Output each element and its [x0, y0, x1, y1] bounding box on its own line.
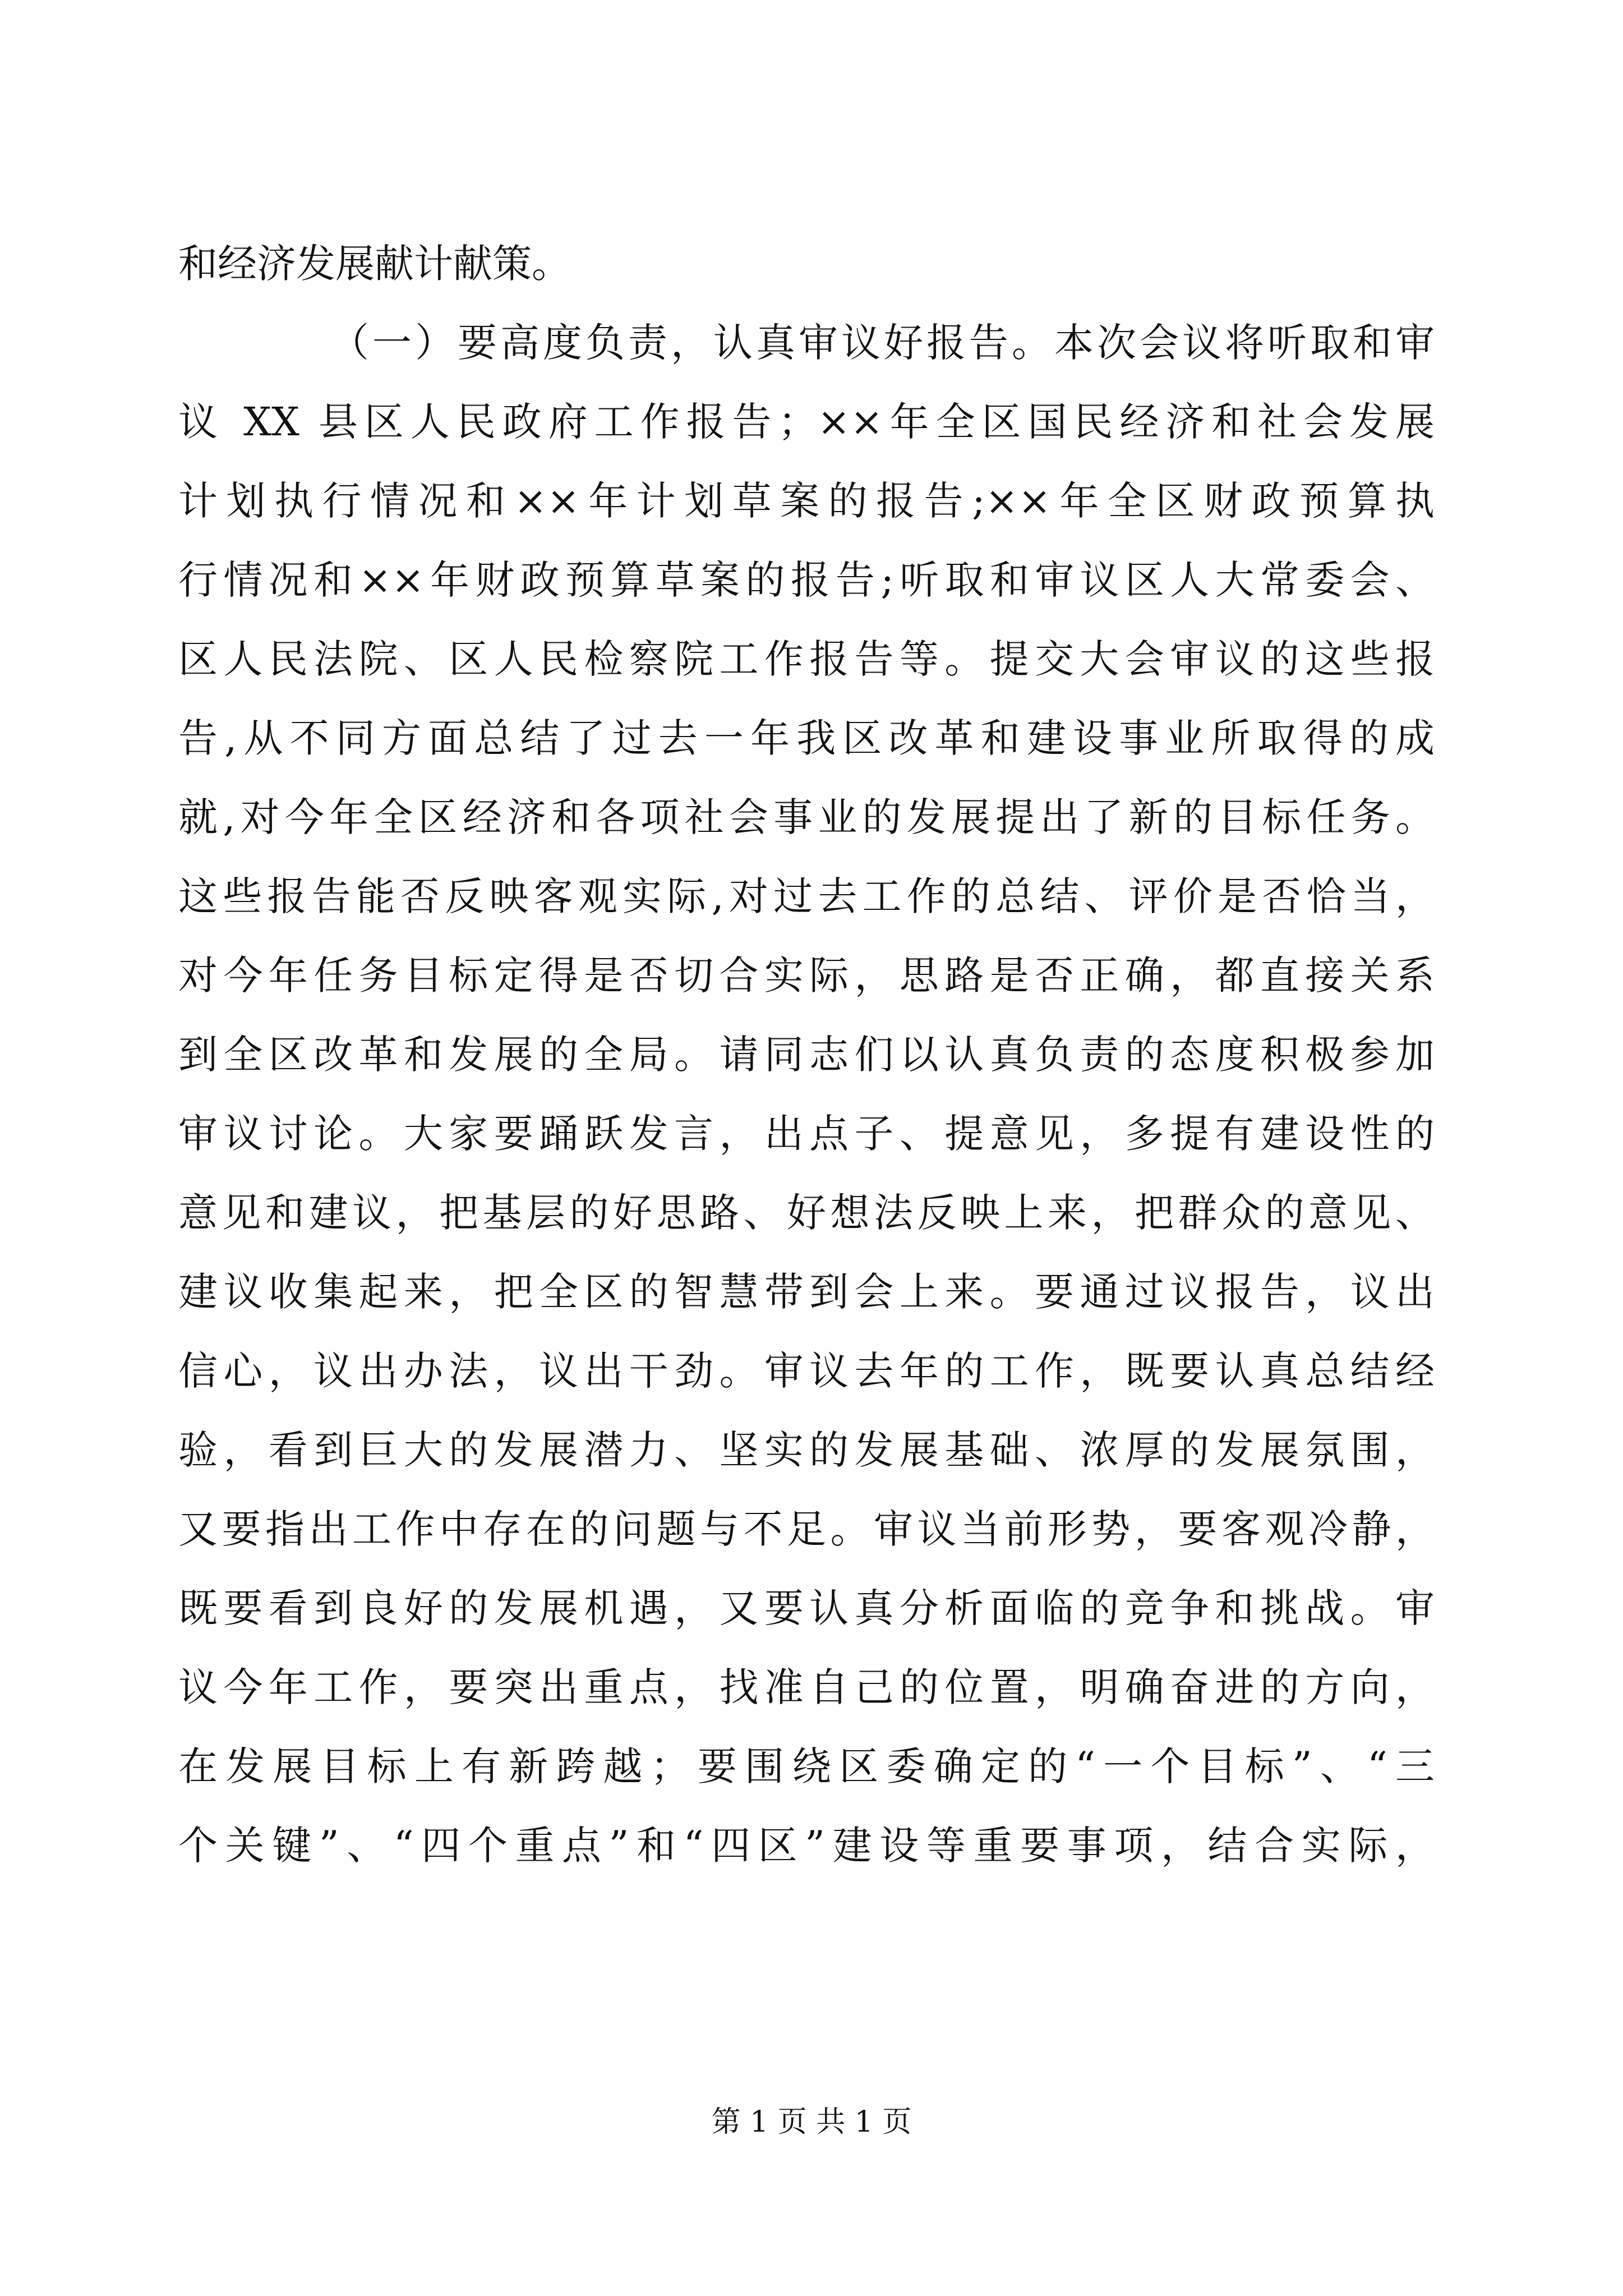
- text-line: 个关键”、“四个重点”和“四区”建设等重要事项，结合实际，: [178, 1823, 1435, 1869]
- text-line: 到全区改革和发展的全局。请同志们以认真负责的态度积极参加: [178, 1032, 1435, 1078]
- text-line: 行情况和××年财政预算草案的报告;听取和审议区人大常委会、: [178, 557, 1435, 603]
- text-line: 和经济发展献计献策。: [178, 241, 571, 287]
- text-line: 告,从不同方面总结了过去一年我区改革和建设事业所取得的成: [178, 715, 1435, 761]
- text-line: 议 XX 县区人民政府工作报告；××年全区国民经济和社会发展: [178, 399, 1435, 445]
- text-line: 既要看到良好的发展机遇，又要认真分析面临的竞争和挑战。审: [178, 1585, 1435, 1631]
- text-line: 审议讨论。大家要踊跃发言，出点子、提意见，多提有建设性的: [178, 1111, 1435, 1157]
- text-line: 就,对今年全区经济和各项社会事业的发展提出了新的目标任务。: [178, 794, 1435, 840]
- text-line: （一）要高度负责，认真审议好报告。本次会议将听取和审: [330, 320, 1435, 366]
- text-line: 验，看到巨大的发展潜力、坚实的发展基础、浓厚的发展氛围，: [178, 1427, 1435, 1473]
- text-line: 对今年任务目标定得是否切合实际，思路是否正确，都直接关系: [178, 953, 1435, 999]
- text-line: 区人民法院、区人民检察院工作报告等。提交大会审议的这些报: [178, 636, 1435, 682]
- text-line: 又要指出工作中存在的问题与不足。审议当前形势，要客观冷静，: [178, 1506, 1435, 1552]
- body-text: [178, 224, 1435, 1885]
- text-line: 在发展目标上有新跨越；要围绕区委确定的“一个目标”、“三: [178, 1743, 1435, 1789]
- text-line: 计划执行情况和××年计划草案的报告;××年全区财政预算执: [178, 478, 1435, 524]
- page-number-footer: 第 1 页 共 1 页: [711, 2105, 912, 2139]
- text-line: 信心，议出办法，议出干劲。审议去年的工作，既要认真总结经: [178, 1348, 1435, 1394]
- text-line: 意见和建议，把基层的好思路、好想法反映上来，把群众的意见、: [178, 1190, 1435, 1236]
- text-line: 议今年工作，要突出重点，找准自己的位置，明确奋进的方向，: [178, 1664, 1435, 1710]
- text-line: 这些报告能否反映客观实际,对过去工作的总结、评价是否恰当，: [178, 873, 1435, 919]
- text-line: 建议收集起来，把全区的智慧带到会上来。要通过议报告，议出: [178, 1269, 1435, 1315]
